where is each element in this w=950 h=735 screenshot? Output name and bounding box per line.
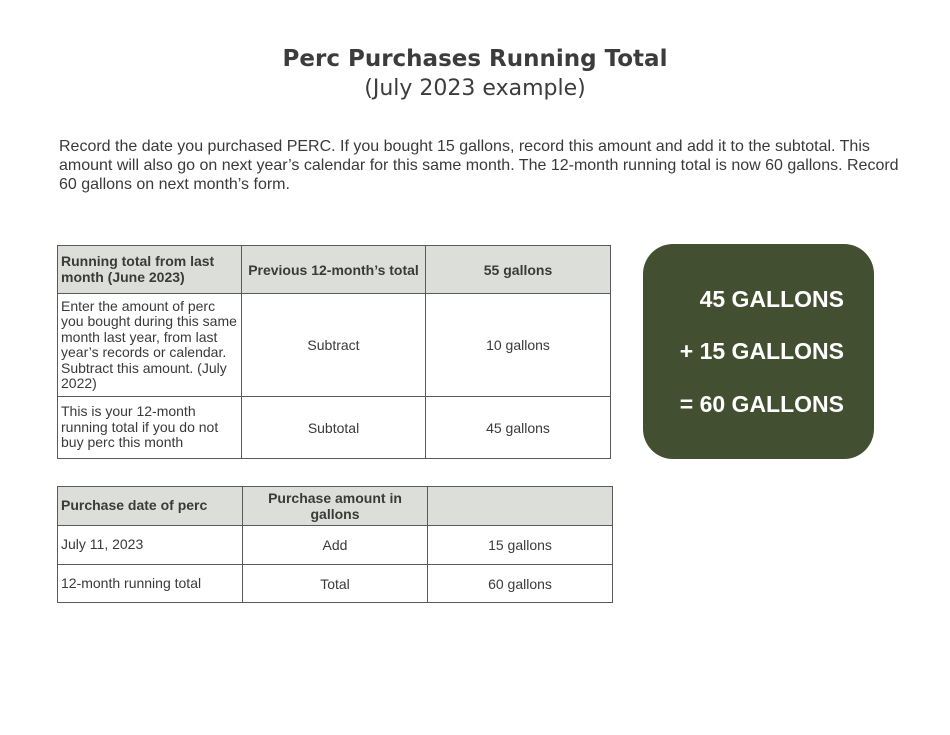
table-row — [58, 397, 611, 459]
callout-line-added: + 15 GALLONS — [679, 338, 844, 364]
table-cell: This is your 12-month running total if you do not buy perc this month — [58, 397, 242, 459]
table-row — [58, 526, 613, 565]
table-cell: 60 gallons — [428, 565, 613, 603]
running-total-table — [57, 245, 611, 459]
column-header: Purchase amount in gallons — [243, 487, 428, 526]
instructions-paragraph: Record the date you purchased PERC. If you bought 15 gallons, record this amount and add it to the subtotal. This amount will also go on next year’s calendar for this same month. The 12-month running total is now 60 gallons. Record 60 gallons on next month’s form. — [59, 138, 899, 193]
table-row — [58, 565, 613, 603]
purchase-table — [57, 486, 613, 603]
callout-line-subtotal: 45 GALLONS — [699, 286, 844, 312]
table-row — [58, 246, 611, 294]
page-title: Perc Purchases Running Total — [282, 46, 668, 72]
table-cell: Subtract — [242, 294, 426, 397]
table-cell: 45 gallons — [426, 397, 611, 459]
table-cell: 55 gallons — [426, 246, 611, 294]
column-header — [428, 487, 613, 526]
table-cell: Previous 12-month’s total — [242, 246, 426, 294]
table-cell: Subtotal — [242, 397, 426, 459]
page-subtitle: (July 2023 example) — [364, 76, 586, 101]
table-cell: July 11, 2023 — [58, 526, 243, 565]
table-cell: 15 gallons — [428, 526, 613, 565]
table-header-row — [58, 487, 613, 526]
column-header: Purchase date of perc — [58, 487, 243, 526]
table-row — [58, 294, 611, 397]
callout-line-total: = 60 GALLONS — [679, 391, 844, 417]
gallons-summary-callout — [643, 244, 874, 459]
table-cell: 12-month running total — [58, 565, 243, 603]
table-cell: Total — [243, 565, 428, 603]
table-cell: Running total from last month (June 2023) — [58, 246, 242, 294]
table-cell: Add — [243, 526, 428, 565]
table-cell: 10 gallons — [426, 294, 611, 397]
table-cell: Enter the amount of perc you bought during this same month last year, from last year’s records or calendar. Subtract this amount. (July 2022) — [58, 294, 242, 397]
